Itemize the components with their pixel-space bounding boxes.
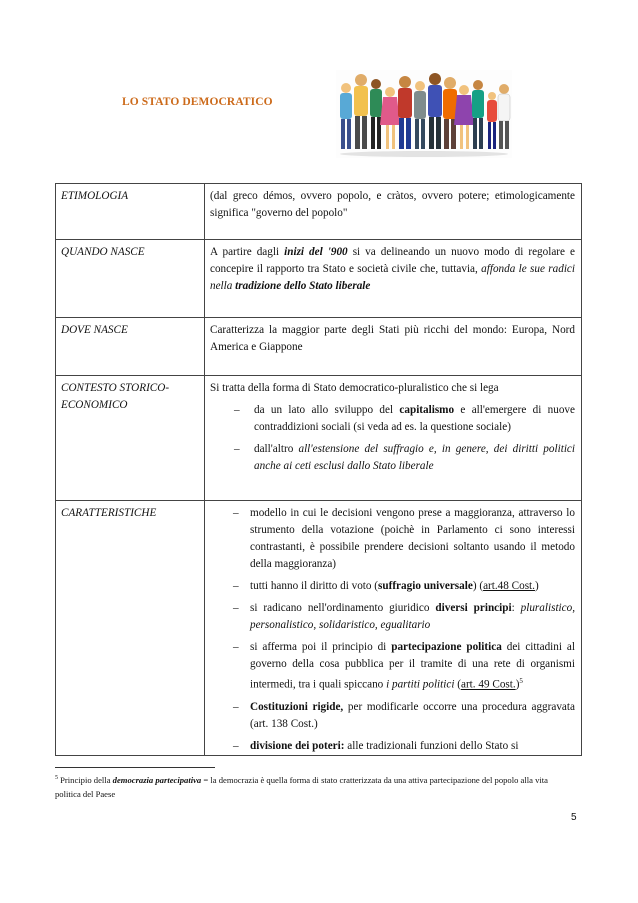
row-content-caratteristiche [205,501,582,756]
list-item: – modello in cui le decisioni vengono prese a maggioranza, attraverso lo strumento della votazione (poichè in Parlamento ci sono interessi contrastanti, è possibile prendere decisioni soltanto usando il metodo della maggioranza) [233,507,575,570]
list-item: – divisione dei poteri: alle tradizionali funzioni dello Stato si [210,738,575,755]
contesto-intro: Si tratta della forma di Stato democratico-pluralistico che si lega [210,382,499,394]
row-label-caratteristiche: CARATTERISTICHE [56,501,205,756]
people-group-illustration [336,70,512,158]
page-title: LO STATO DEMOCRATICO [122,96,273,108]
dash-icon: – [233,739,239,752]
caratteristiche-list [210,505,575,755]
row-label-quando-nasce: QUANDO NASCE [56,240,205,318]
dash-icon: – [234,404,240,416]
list-item: – dall'altro all'estensione del suffragio e, in genere, dei diritti politici anche ai ceti esclusi dallo Stato liberale [234,443,575,472]
table-row [56,501,582,756]
info-table [55,183,582,756]
dash-icon: – [234,443,240,455]
row-content-contesto [205,376,582,501]
dash-icon: – [233,580,239,592]
row-content-etimologia: (dal greco démos, ovvero popolo, e cràtos, ovvero potere; etimologicamente significa "governo del popolo" [205,184,582,240]
footnote-ref[interactable]: 5 [519,677,523,685]
dash-icon: – [233,700,239,713]
dash-icon: – [233,602,239,614]
footnote: $^5$ Principio della democrazia partecipativa = la democrazia è quella forma di stato cratterizzata da una attiva partecipazione del popolo alla vita politica del Paese [55,774,548,799]
row-content-dove-nasce: Caratterizza la maggior parte degli Stati più ricchi del mondo: Europa, Nord America e Giappone [205,318,582,376]
row-label-contesto: CONTESTO STORICO-ECONOMICO [56,376,205,501]
list-item: – si afferma poi il principio di partecipazione politica dei cittadini al governo della cosa pubblica per il tramite di una rete di organismi intermedi, tra i quali spiccano i partiti politici (art. 49 Cost.)$^5$ [233,641,575,691]
list-item: – Costituzioni rigide, per modificarle occorre una procedura aggravata (art. 138 Cost.) [233,700,575,730]
table-row [56,318,582,376]
list-item: – si radicano nell'ordinamento giuridico diversi principi: pluralistico, personalistico, solidaristico, egualitario [233,602,576,631]
dash-icon: – [233,507,239,519]
list-item: – da un lato allo sviluppo del capitalismo e all'emergere di nuove contraddizioni sociali (si veda ad es. la questione sociale) [234,404,575,433]
dash-icon: – [233,641,239,653]
contesto-list [210,402,575,475]
table-row [56,184,582,240]
footnote-divider [55,767,215,768]
list-item: – tutti hanno il diritto di voto (suffragio universale) (art.48 Cost.) [210,578,575,595]
page-number: 5 [571,812,577,823]
table-row [56,240,582,318]
row-label-etimologia: ETIMOLOGIA [56,184,205,240]
row-label-dove-nasce: DOVE NASCE [56,318,205,376]
table-row [56,376,582,501]
row-content-quando-nasce: A partire dagli inizi del '900 si va delineando un nuovo modo di regolare e concepire il rapporto tra Stato e società civile che, tuttavia, affonda le sue radici nella tradizione dello Stato liberale [205,240,582,318]
